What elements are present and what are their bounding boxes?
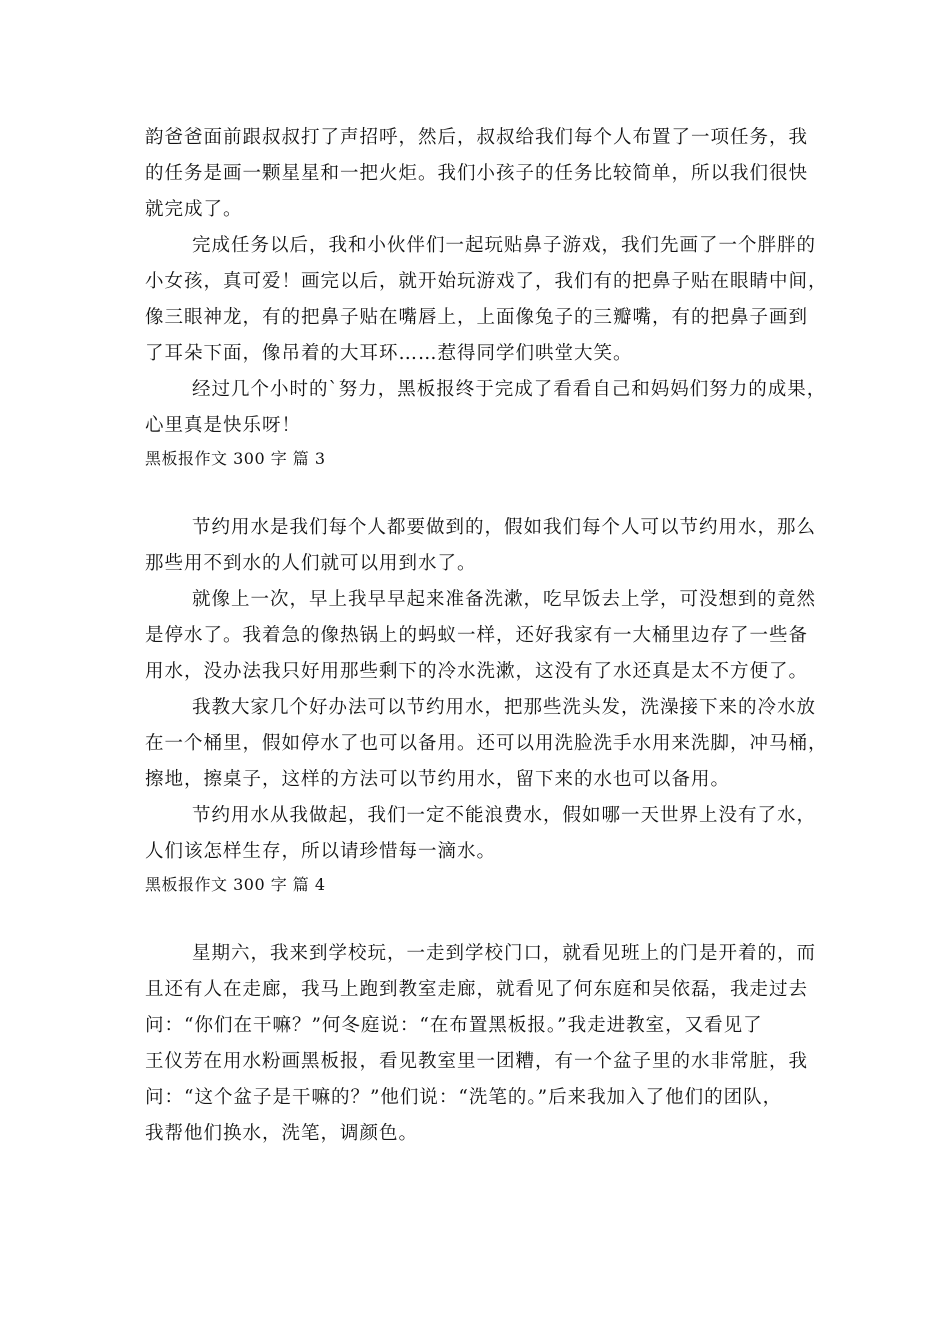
text-line: 我帮他们换水，洗笔，调颜色。 xyxy=(145,1123,419,1144)
text-line: 在一个桶里，假如停水了也可以备用。还可以用洗脸洗手水用来洗脚，冲马桶， xyxy=(145,733,828,754)
text-line: 王仪芳在用水粉画黑板报，看见教室里一团糟，有一个盆子里的水非常脏，我 xyxy=(145,1051,809,1072)
text-line: 节约用水从我做起，我们一定不能浪费水，假如哪一天世界上没有了水， xyxy=(192,805,817,826)
text-line: 用水，没办法我只好用那些剩下的冷水洗漱，这没有了水还真是太不方便了。 xyxy=(145,661,809,682)
text-line: 就完成了。 xyxy=(145,199,243,220)
blank-line xyxy=(145,900,805,936)
text-line: 擦地，擦桌子，这样的方法可以节约用水，留下来的水也可以备用。 xyxy=(145,769,731,790)
paragraph xyxy=(145,798,817,870)
section-heading: 黑板报作文 300 字 篇 4 xyxy=(145,875,326,894)
paragraph xyxy=(145,372,827,444)
text-line: 经过几个小时的`努力，黑板报终于完成了看看自己和妈妈们努力的成果， xyxy=(192,379,827,400)
text-line: 且还有人在走廊，我马上跑到教室走廊，就看见了何东庭和吴依磊，我走过去 xyxy=(145,979,809,1000)
paragraph xyxy=(145,510,817,582)
text-line: 人们该怎样生存，所以请珍惜每一滴水。 xyxy=(145,841,497,862)
text-line: 就像上一次，早上我早早起来准备洗漱，吃早饭去上学，可没想到的竟然 xyxy=(192,589,817,610)
blank-line xyxy=(145,474,805,510)
paragraph xyxy=(145,936,817,1152)
text-line: 心里真是快乐呀！ xyxy=(145,415,302,436)
text-line: 我教大家几个好办法可以节约用水，把那些洗头发，洗澡接下来的冷水放 xyxy=(192,697,817,718)
paragraph xyxy=(145,120,809,228)
paragraph xyxy=(145,228,828,372)
text-line: 星期六，我来到学校玩，一走到学校门口，就看见班上的门是开着的，而 xyxy=(192,943,817,964)
text-line: 节约用水是我们每个人都要做到的，假如我们每个人可以节约用水，那么 xyxy=(192,517,817,538)
text-line: 了耳朵下面，像吊着的大耳环……惹得同学们哄堂大笑。 xyxy=(145,343,633,364)
text-line: 问：“你们在干嘛？”何冬庭说：“在布置黑板报。”我走进教室，又看见了 xyxy=(145,1015,763,1036)
paragraph xyxy=(145,690,828,798)
section-3 xyxy=(145,870,817,1152)
section-1 xyxy=(145,120,828,444)
text-line: 像三眼神龙，有的把鼻子贴在嘴唇上，上面像兔子的三瓣嘴，有的把鼻子画到 xyxy=(145,307,809,328)
text-line: 完成任务以后，我和小伙伴们一起玩贴鼻子游戏，我们先画了一个胖胖的 xyxy=(192,235,817,256)
text-line: 的任务是画一颗星星和一把火炬。我们小孩子的任务比较简单，所以我们很快 xyxy=(145,163,809,184)
section-heading: 黑板报作文 300 字 篇 3 xyxy=(145,449,326,468)
text-line: 那些用不到水的人们就可以用到水了。 xyxy=(145,553,477,574)
paragraph xyxy=(145,582,817,690)
document-page xyxy=(145,120,828,1152)
text-line: 问：“这个盆子是干嘛的？”他们说：“洗笔的。”后来我加入了他们的团队， xyxy=(145,1087,783,1108)
text-line: 是停水了。我着急的像热锅上的蚂蚁一样，还好我家有一大桶里边存了一些备 xyxy=(145,625,809,646)
text-line: 韵爸爸面前跟叔叔打了声招呼，然后，叔叔给我们每个人布置了一项任务，我 xyxy=(145,127,809,148)
section-2 xyxy=(145,444,828,870)
text-line: 小女孩，真可爱！画完以后，就开始玩游戏了，我们有的把鼻子贴在眼睛中间， xyxy=(145,271,828,292)
